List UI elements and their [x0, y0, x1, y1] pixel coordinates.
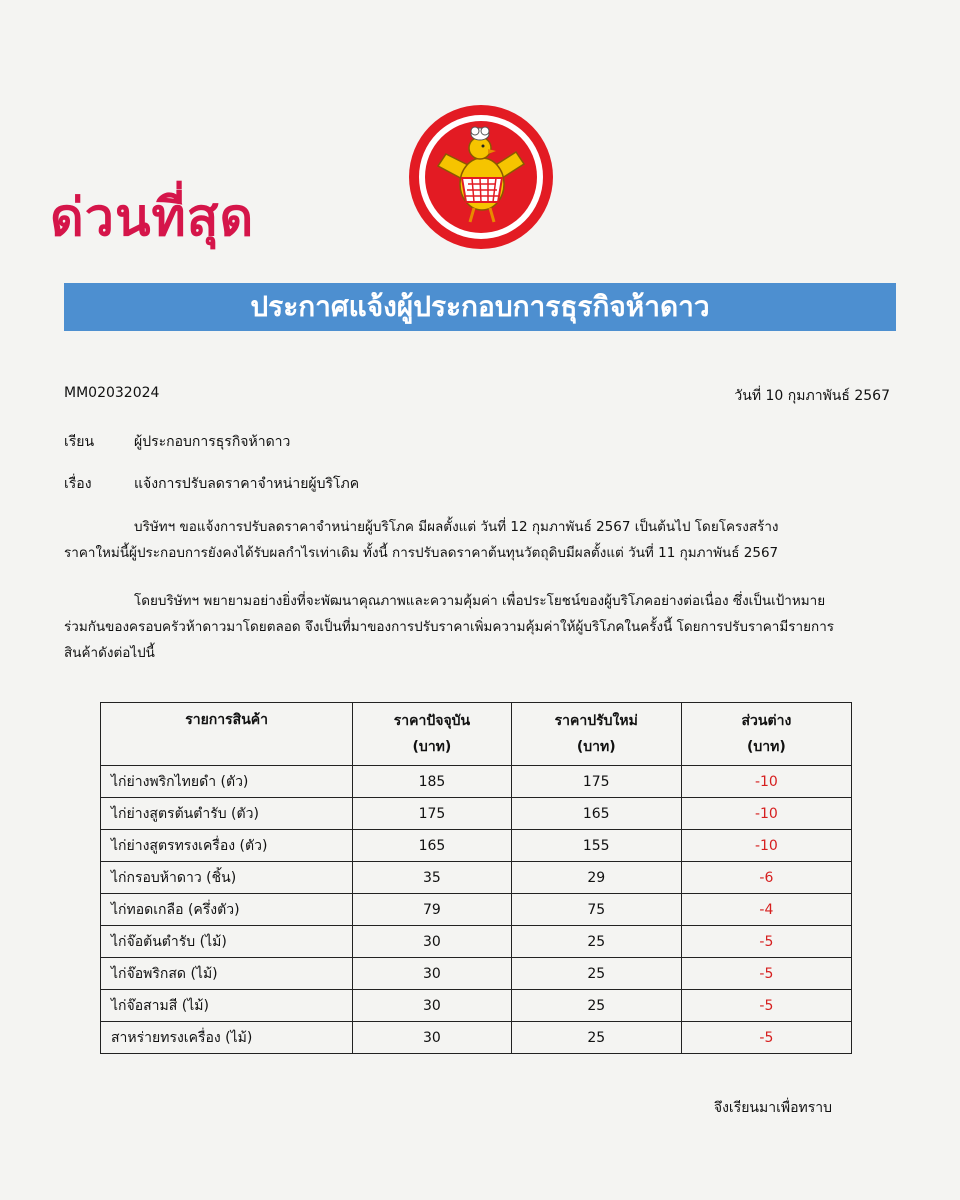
new-price-cell: 25: [511, 1022, 681, 1054]
table-row: [101, 958, 852, 990]
item-name-cell: ไก่ย่างสูตรต้นตำรับ (ตัว): [101, 798, 353, 830]
header-difference: ส่วนต่าง (บาท): [681, 703, 851, 766]
new-price-cell: 25: [511, 958, 681, 990]
paragraph-1-line-2: ราคาใหม่นี้ผู้ประกอบการยังคงได้รับผลกำไรเท่าเดิม ทั้งนี้ การปรับลดราคาต้นทุนวัตถุดิบมีผลตั้งแต่ วันที่ 11 กุมภาพันธ์ 2567: [64, 545, 779, 561]
item-name-cell: ไก่จ๊อพริกสด (ไม้): [101, 958, 353, 990]
difference-cell: -10: [681, 766, 851, 798]
difference-cell: -10: [681, 830, 851, 862]
recipient-value: ผู้ประกอบการธุรกิจห้าดาว: [134, 434, 291, 450]
current-price-cell: 185: [353, 766, 511, 798]
table-row: [101, 1022, 852, 1054]
difference-cell: -5: [681, 1022, 851, 1054]
paragraph-1-line-1: บริษัทฯ ขอแจ้งการปรับลดราคาจำหน่ายผู้บริโภค มีผลตั้งแต่ วันที่ 12 กุมภาพันธ์ 2567 เป็นต้นไป โดยโครงสร้าง: [134, 519, 779, 535]
paragraph-2-line-2: ร่วมกันของครอบครัวห้าดาวมาโดยตลอด จึงเป็นที่มาของการปรับราคาเพิ่มความคุ้มค่าให้ผู้บริโภคในครั้งนี้ โดยการปรับราคามีรายการ: [64, 619, 835, 635]
item-name-cell: สาหร่ายทรงเครื่อง (ไม้): [101, 1022, 353, 1054]
paragraph-2-line-3: สินค้าดังต่อไปนี้: [64, 645, 155, 661]
difference-cell: -5: [681, 926, 851, 958]
current-price-cell: 30: [353, 926, 511, 958]
item-name-cell: ไก่กรอบห้าดาว (ชิ้น): [101, 862, 353, 894]
difference-cell: -6: [681, 862, 851, 894]
table-row: [101, 798, 852, 830]
paragraph-2: [64, 588, 904, 666]
announcement-banner: [64, 283, 896, 331]
subject-label: เรื่อง: [64, 476, 92, 492]
header-current-price: ราคาปัจจุบัน (บาท): [353, 703, 511, 766]
paragraph-1: [64, 514, 904, 566]
new-price-cell: 25: [511, 990, 681, 1022]
item-name-cell: ไก่จ๊อต้นตำรับ (ไม้): [101, 926, 353, 958]
closing-text: จึงเรียนมาเพื่อทราบ: [713, 1100, 832, 1116]
subject-value: แจ้งการปรับลดราคาจำหน่ายผู้บริโภค: [134, 476, 360, 492]
difference-cell: -5: [681, 990, 851, 1022]
urgent-label: ด่วนที่สุด: [50, 188, 255, 248]
difference-cell: -10: [681, 798, 851, 830]
current-price-cell: 79: [353, 894, 511, 926]
table-row: [101, 990, 852, 1022]
new-price-cell: 75: [511, 894, 681, 926]
reference-number: MM02032024: [64, 385, 160, 401]
new-price-cell: 155: [511, 830, 681, 862]
table-row: [101, 926, 852, 958]
current-price-cell: 165: [353, 830, 511, 862]
current-price-cell: 175: [353, 798, 511, 830]
table-row: [101, 766, 852, 798]
table-header-row: [101, 703, 852, 766]
current-price-cell: 30: [353, 958, 511, 990]
table-row: [101, 830, 852, 862]
letter-date: วันที่ 10 กุมภาพันธ์ 2567: [734, 388, 890, 404]
difference-cell: -4: [681, 894, 851, 926]
paragraph-2-line-1: โดยบริษัทฯ พยายามอย่างยิ่งที่จะพัฒนาคุณภาพและความคุ้มค่า เพื่อประโยชน์ของผู้บริโภคอย่างต่อเนื่อง ซึ่งเป็นเป้าหมาย: [134, 593, 826, 609]
new-price-cell: 175: [511, 766, 681, 798]
current-price-cell: 30: [353, 1022, 511, 1054]
price-table: [100, 702, 852, 1054]
subject-row: [64, 473, 359, 495]
announcement-title: ประกาศแจ้งผู้ประกอบการธุรกิจห้าดาว: [250, 290, 710, 323]
new-price-cell: 25: [511, 926, 681, 958]
current-price-cell: 35: [353, 862, 511, 894]
recipient-row: [64, 431, 290, 453]
current-price-cell: 30: [353, 990, 511, 1022]
header-new-price: ราคาปรับใหม่ (บาท): [511, 703, 681, 766]
new-price-cell: 165: [511, 798, 681, 830]
item-name-cell: ไก่จ๊อสามสี (ไม้): [101, 990, 353, 1022]
table-row: [101, 894, 852, 926]
header-item: รายการสินค้า: [101, 703, 353, 766]
difference-cell: -5: [681, 958, 851, 990]
new-price-cell: 29: [511, 862, 681, 894]
item-name-cell: ไก่ย่างสูตรทรงเครื่อง (ตัว): [101, 830, 353, 862]
table-row: [101, 862, 852, 894]
recipient-label: เรียน: [64, 434, 95, 450]
five-star-chicken-logo: [408, 104, 554, 250]
item-name-cell: ไก่ย่างพริกไทยดำ (ตัว): [101, 766, 353, 798]
item-name-cell: ไก่ทอดเกลือ (ครึ่งตัว): [101, 894, 353, 926]
